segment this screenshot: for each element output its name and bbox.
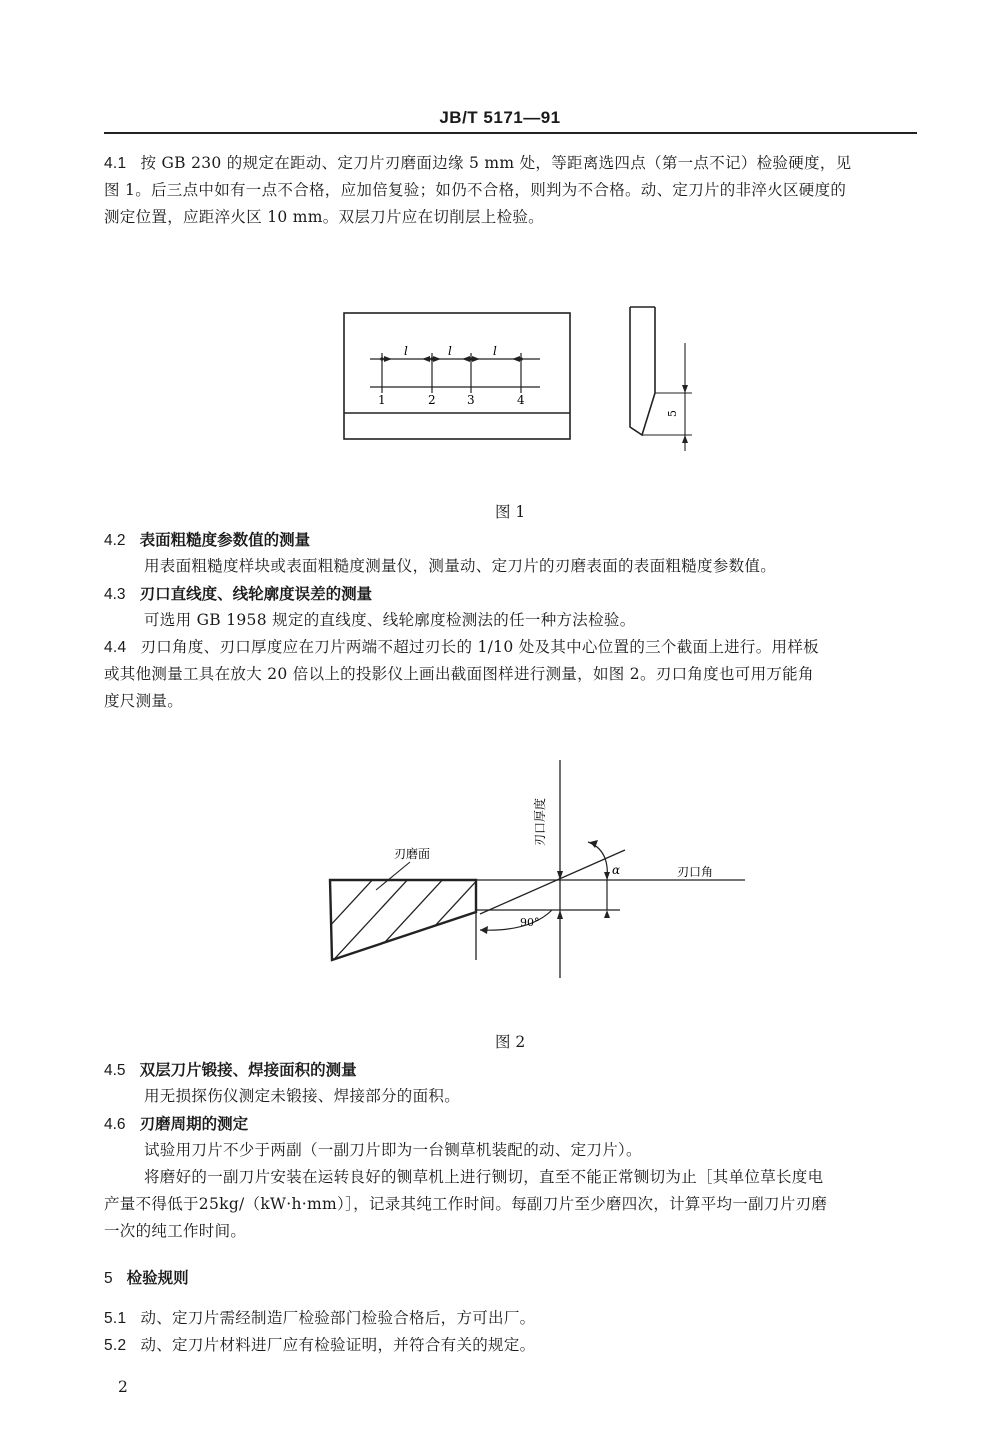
section-5-heading bbox=[104, 1264, 189, 1292]
clause-4-1-line-3: 测定位置，应距淬火区 10 mm。双层刀片应在切削层上检验。 bbox=[104, 208, 544, 226]
clause-number: 4.2 bbox=[104, 532, 126, 549]
figure-1-diagram bbox=[330, 295, 730, 465]
clause-5-1 bbox=[104, 1305, 535, 1332]
blade-side-section bbox=[630, 307, 655, 435]
header-rule bbox=[104, 132, 917, 134]
clause-text: 按 GB 230 的规定在距动、定刀片刃磨面边缘 5 mm 处，等距离选四点（第一点不记）检验硬度，见 bbox=[140, 154, 852, 172]
page-header: JB/T 5171—91 bbox=[439, 108, 561, 127]
clause-title: 刃磨周期的测定 bbox=[139, 1114, 249, 1133]
clause-4-3-heading bbox=[104, 580, 372, 608]
clause-4-2-body: 用表面粗糙度样块或表面粗糙度测量仪，测量动、定刀片的刃磨表面的表面粗糙度参数值。 bbox=[144, 557, 777, 575]
clause-number: 4.1 bbox=[104, 155, 127, 172]
edge-slope-line bbox=[480, 850, 625, 914]
grind-face-label: 刃磨面 bbox=[394, 847, 431, 861]
section-hatching bbox=[320, 850, 575, 980]
clause-4-6-body-2c: 一次的纯工作时间。 bbox=[104, 1222, 247, 1240]
blade-cross-section bbox=[330, 880, 476, 960]
clause-text: 刃口角度、刃口厚度应在刀片两端不超过刃长的 1/10 处及其中心位置的三个截面上进行。用样板 bbox=[140, 638, 819, 656]
section-number: 5 bbox=[104, 1270, 113, 1287]
clause-text: 动、定刀片材料进厂应有检验证明，并符合有关的规定。 bbox=[140, 1336, 536, 1354]
figure-2-caption: 图 2 bbox=[495, 1033, 526, 1051]
right-angle-label: 90° bbox=[520, 916, 540, 929]
clause-number: 5.2 bbox=[104, 1337, 127, 1354]
point-label-1: 1 bbox=[378, 393, 386, 407]
clause-number: 4.6 bbox=[104, 1116, 126, 1133]
clause-4-4-line-3: 度尺测量。 bbox=[104, 692, 184, 710]
clause-number: 4.5 bbox=[104, 1062, 126, 1079]
page-number: 2 bbox=[118, 1378, 129, 1396]
spacing-label: l bbox=[493, 344, 497, 358]
clause-5-2 bbox=[104, 1332, 535, 1359]
section-title: 检验规则 bbox=[126, 1268, 189, 1287]
clause-4-1-line-2: 图 1。后三点中如有一点不合格，应加倍复验；如仍不合格，则判为不合格。动、定刀片的非淬火区硬度的 bbox=[104, 181, 847, 199]
clause-4-1-line-1 bbox=[104, 150, 851, 177]
alpha-arc bbox=[588, 842, 607, 880]
spacing-label: l bbox=[448, 344, 452, 358]
clause-text: 动、定刀片需经制造厂检验部门检验合格后，方可出厂。 bbox=[140, 1309, 536, 1327]
clause-title: 双层刀片锻接、焊接面积的测量 bbox=[139, 1060, 357, 1079]
clause-4-6-body-2b: 产量不得低于25kg/（kW·h·mm）］，记录其纯工作时间。每副刀片至少磨四次，计算平均一副刀片刃磨 bbox=[104, 1195, 828, 1213]
right-angle-arc bbox=[480, 910, 552, 930]
clause-4-4-line-2: 或其他测量工具在放大 20 倍以上的投影仪上画出截面图样进行测量，如图 2。刃口角度也可用万能角 bbox=[104, 665, 814, 683]
point-label-3: 3 bbox=[467, 393, 475, 407]
edge-thickness-label: 刃口厚度 bbox=[533, 797, 547, 846]
clause-number: 4.3 bbox=[104, 586, 126, 603]
figure-1-caption: 图 1 bbox=[495, 503, 526, 521]
clause-4-5-body: 用无损探伤仪测定未锻接、焊接部分的面积。 bbox=[144, 1087, 461, 1105]
clause-number: 5.1 bbox=[104, 1310, 127, 1327]
spacing-label: l bbox=[404, 344, 408, 358]
alpha-label: α bbox=[612, 863, 621, 877]
point-label-4: 4 bbox=[517, 393, 525, 407]
clause-title: 刃口直线度、线轮廓度误差的测量 bbox=[139, 584, 373, 603]
grind-face-leader bbox=[376, 862, 410, 890]
clause-number: 4.4 bbox=[104, 639, 127, 656]
clause-4-6-heading bbox=[104, 1110, 248, 1138]
clause-title: 表面粗糙度参数值的测量 bbox=[139, 530, 311, 549]
blade-plan-outline bbox=[344, 313, 570, 439]
clause-4-5-heading bbox=[104, 1056, 357, 1084]
clause-4-4-line-1 bbox=[104, 634, 819, 661]
clause-4-6-body-2a: 将磨好的一副刀片安装在运转良好的铡草机上进行铡切，直至不能正常铡切为止［其单位草长度电 bbox=[144, 1168, 824, 1186]
clause-4-2-heading bbox=[104, 526, 310, 554]
clause-4-6-body-1: 试验用刀片不少于两副（一副刀片即为一台铡草机装配的动、定刀片）。 bbox=[144, 1141, 642, 1159]
dimension-value-5: 5 bbox=[666, 410, 679, 417]
point-label-2: 2 bbox=[428, 393, 436, 407]
clause-4-3-body: 可选用 GB 1958 规定的直线度、线轮廓度检测法的任一种方法检验。 bbox=[144, 611, 636, 629]
edge-angle-label: 刃口角 bbox=[677, 865, 714, 879]
figure-2-diagram bbox=[320, 750, 760, 990]
